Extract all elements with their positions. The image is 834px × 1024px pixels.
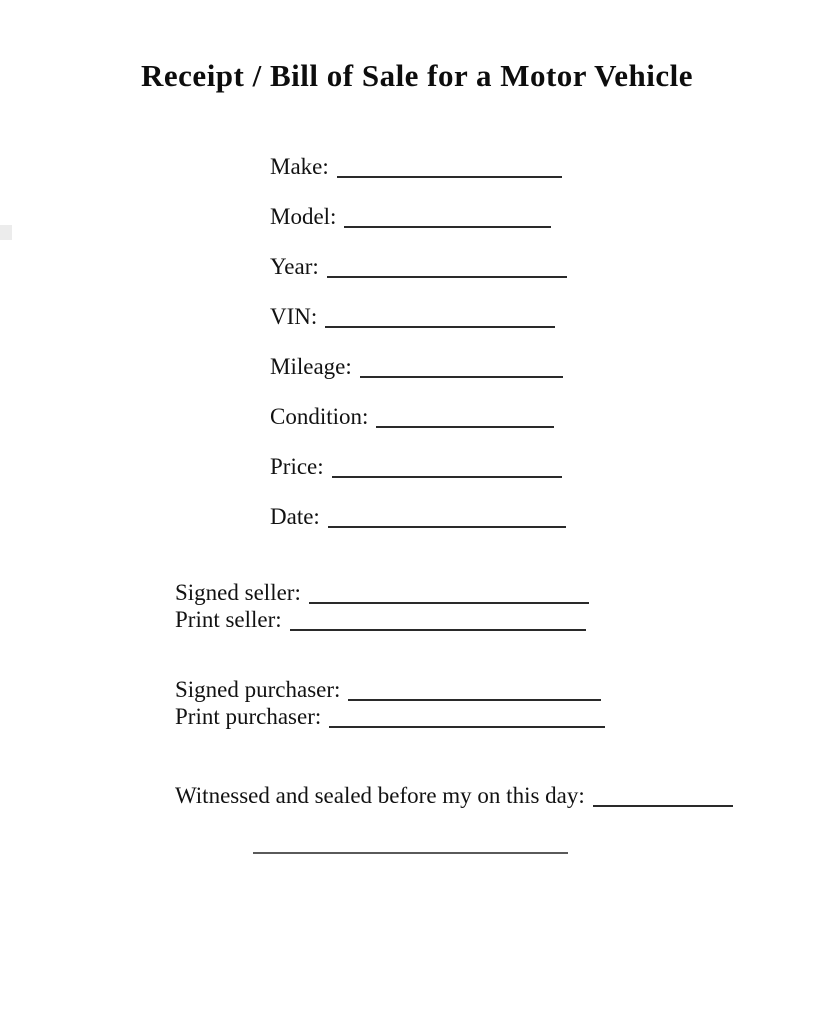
make-label: Make: xyxy=(270,154,329,179)
witness-statement-label: Witnessed and sealed before my on this day: xyxy=(175,783,585,808)
field-row-model xyxy=(270,192,567,242)
field-row-year xyxy=(270,242,567,292)
scan-artifact xyxy=(0,225,12,240)
field-row-print-seller xyxy=(175,606,589,633)
model-label: Model: xyxy=(270,204,337,229)
signed-purchaser-label: Signed purchaser: xyxy=(175,677,341,702)
seller-signature-section xyxy=(175,579,589,633)
price-blank-line xyxy=(332,470,562,478)
date-blank-line xyxy=(328,520,566,528)
notary-signature-line xyxy=(253,840,568,854)
field-row-signed-seller xyxy=(175,579,589,606)
field-row-mileage xyxy=(270,342,567,392)
mileage-label: Mileage: xyxy=(270,354,352,379)
signed-seller-blank-line xyxy=(309,596,589,604)
field-row-print-purchaser xyxy=(175,703,605,730)
condition-blank-line xyxy=(376,420,554,428)
field-row-price xyxy=(270,442,567,492)
document-title: Receipt / Bill of Sale for a Motor Vehicle xyxy=(141,58,693,93)
print-seller-label: Print seller: xyxy=(175,607,282,632)
vehicle-fields-section xyxy=(270,142,567,542)
year-blank-line xyxy=(327,270,567,278)
field-row-date xyxy=(270,492,567,542)
purchaser-signature-section xyxy=(175,676,605,730)
witness-date-blank-line xyxy=(593,799,733,807)
year-label: Year: xyxy=(270,254,319,279)
field-row-vin xyxy=(270,292,567,342)
vin-blank-line xyxy=(325,320,555,328)
print-purchaser-label: Print purchaser: xyxy=(175,704,322,729)
price-label: Price: xyxy=(270,454,324,479)
condition-label: Condition: xyxy=(270,404,369,429)
witness-statement-row xyxy=(175,782,733,810)
field-row-condition xyxy=(270,392,567,442)
signed-seller-label: Signed seller: xyxy=(175,580,301,605)
signed-purchaser-blank-line xyxy=(348,693,601,701)
make-blank-line xyxy=(337,170,562,178)
field-row-make xyxy=(270,142,567,192)
mileage-blank-line xyxy=(360,370,563,378)
print-seller-blank-line xyxy=(290,623,586,631)
field-row-signed-purchaser xyxy=(175,676,605,703)
model-blank-line xyxy=(344,220,551,228)
vin-label: VIN: xyxy=(270,304,318,329)
date-label: Date: xyxy=(270,504,320,529)
print-purchaser-blank-line xyxy=(329,720,605,728)
